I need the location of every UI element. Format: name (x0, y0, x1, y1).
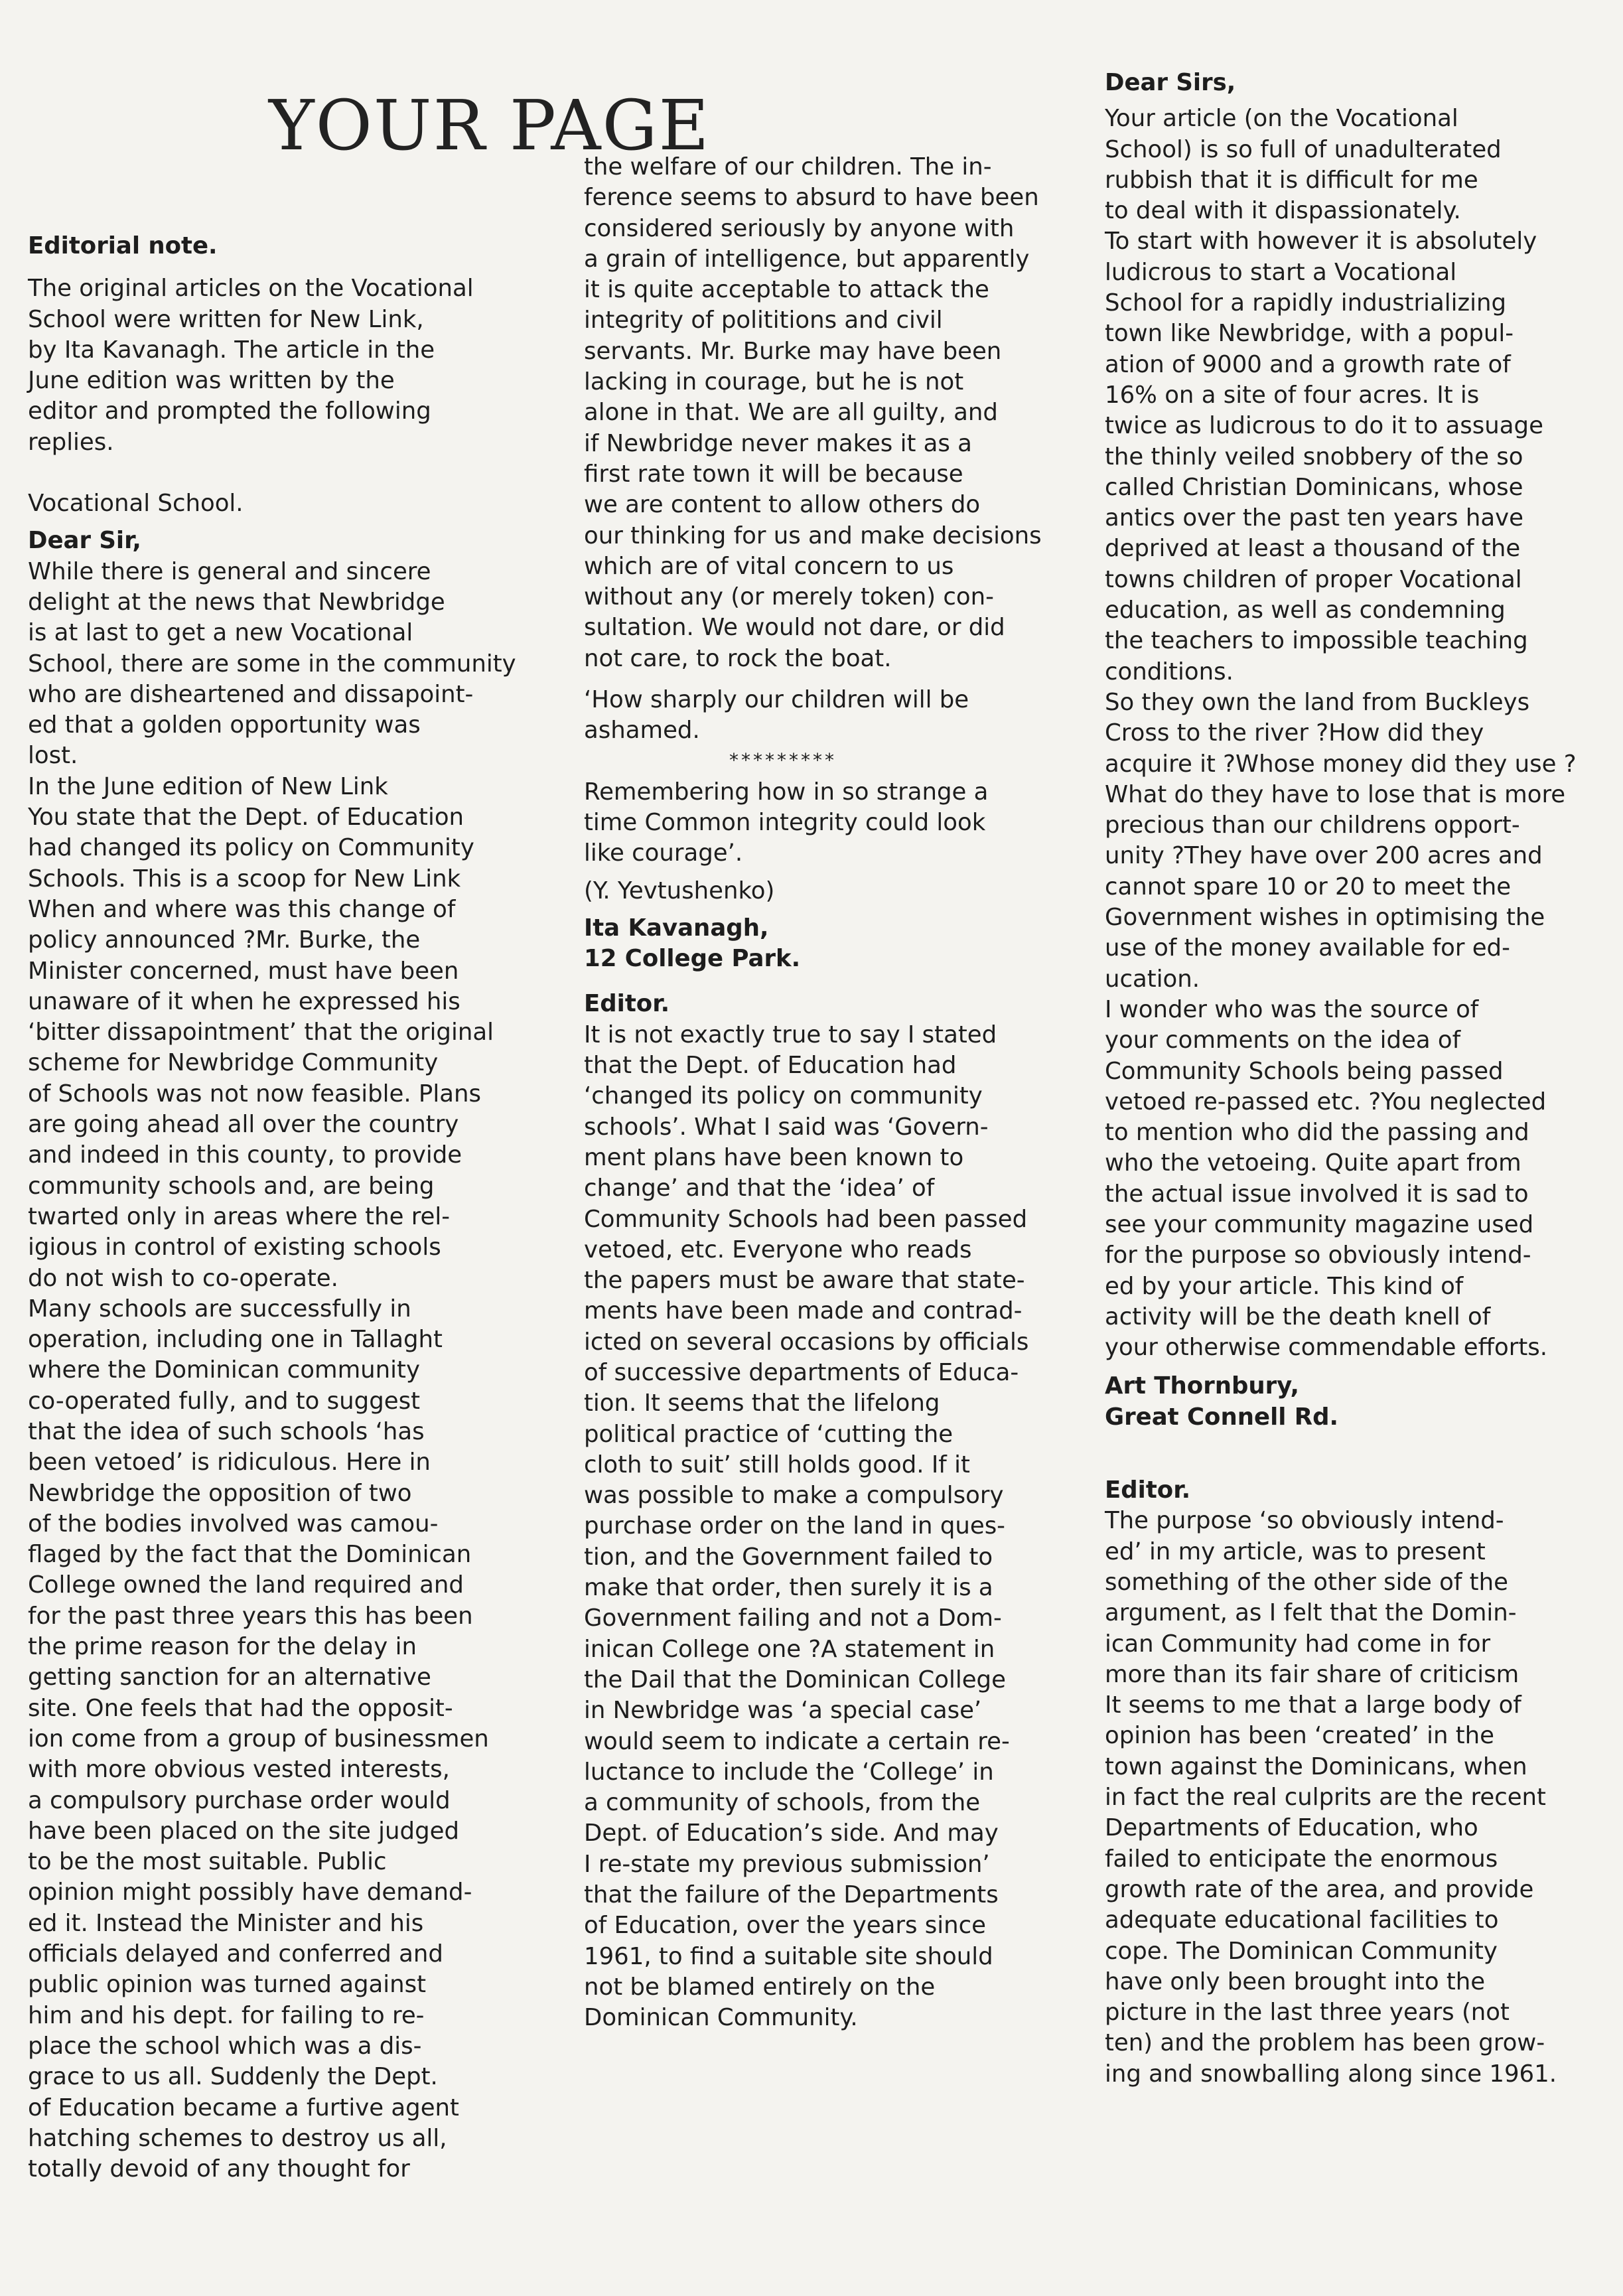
editor-reply-heading: Editor. (584, 990, 670, 1018)
asterisk-divider: ********* (729, 749, 837, 771)
page-title: YOUR PAGE (269, 85, 711, 166)
section-label: Vocational School. (28, 490, 244, 518)
column-left (28, 231, 592, 2185)
editorial-note-heading: Editorial note. (28, 232, 218, 259)
column-middle (584, 152, 1101, 2034)
letter-body: While there is general and sincere delight at the news that Newbridge is at last to get a new Vocational School, there are some in the community who are disheartened and dissapoint- ed that a golden opportunity was lost. In the June edition of New Link You state that the Dept. of Education had changed its policy on Community Schools. This is a scoop for New Link When and where was this change of policy announced ?Mr. Burke, the Minister concerned, must have been unaware of it when he expressed his ‘bitter dissapointment’ that the original scheme for Newbridge Community of Schools was not now feasible. Plans are going ahead all over the country and indeed in this county, to provide community schools and, are being twarted only in areas where the rel- igious in control of existing schools do not wish to co-operate. Many schools are successfully in operation, including one in Tallaght where the Dominican community co-operated fully, and to suggest that the idea of such schools ‘has been vetoed’ is ridiculous. Here in Newbridge the opposition of two of the bodies involved was camou- flaged by the fact that the Dominican College owned the land required and for the past three years this has been the prime reason for the delay in getting sanction for an alternative site. One feels that had the opposit- ion come from a group of businessmen with more obvious vested interests, a compulsory purchase order would have been placed on the site judged to be the most suitable. Public opinion might possibly have demand- ed it. Instead the Minister and his officials delayed and conferred and public opinion was turned against him and his dept. for failing to re- place the school which was a dis- grace to us all. Suddenly the Dept. of Education became a furtive agent hatching schemes to destroy us all, totally devoid of any thought for (28, 557, 516, 2183)
quote-part-two: Remembering how in so strange a time Common integrity could look like courage’. (584, 778, 989, 867)
letter-salutation: Dear Sirs, (1105, 69, 1236, 96)
editor-reply-text: It is not exactly true to say I stated that the Dept. of Education had ‘changed its policy on community schools’. What I said was ‘Govern- ment plans have been known to change’ and that the ‘idea’ of Community Schools had been passed vetoed, etc. Everyone who reads the papers must be aware that state- ments have been made and contrad- icted on several occasions by officials of successive departments of Educa- tion. It seems that the lifelong political practice of ‘cutting the cloth to suit’ still holds good. If it was possible to make a compulsory purchase order on the land in ques- tion, and the Government failed to make that order, then surely it is a Government failing and not a Dom- inican College one ?A statement in the Dail that the Dominican College in Newbridge was ‘a special case’ would seem to indicate a certain re- luctance to include the ‘College’ in a community of schools, from the Dept. of Education’s side. And may I re-state my previous submission’ that the failure of the Departments of Education, over the years since 1961, to find a suitable site should not be blamed entirely on the Dominican Community. (584, 1021, 1029, 2032)
letter-body: Your article (on the Vocational School) is so full of unadulterated rubbish that it is difficult for me to deal with it dispassionately. To start with however it is absolutely ludicrous to start a Vocational School for a rapidly industrializing town like Newbridge, with a popul- ation of 9000 and a growth rate of 16% on a site of four acres. It is twice as ludicrous to do it to assuage the thinly veiled snobbery of the so called Christian Dominicans, whose antics over the past ten years have deprived at least a thousand of the towns children of proper Vocational education, as well as condemning the teachers to impossible teaching conditions. So they own the land from Buckleys Cross to the river ?How did they acquire it ?Whose money did they use ? What do they have to lose that is more precious than our childrens opport- unity ?They have over 200 acres and cannot spare 10 or 20 to meet the Government wishes in optimising the use of the money available for ed- ucation. I wonder who was the source of your comments on the idea of Community Schools being passed vetoed re-passed etc. ?You neglected to mention who did the passing and who the vetoeing. Quite apart from the actual issue involved it is sad to see your community magazine used for the purpose so obviously intend- ed by your article. This kind of activity will be the death knell of your otherwise commendable efforts. (1105, 105, 1577, 1362)
letter-signature: Ita Kavanagh, 12 College Park. (584, 914, 801, 973)
editor-reply-text: The purpose ‘so obviously intend- ed’ in my article, was to present something of the other side of the argument, as I felt that the Domin- ican Community had come in for more than its fair share of criticism It seems to me that a large body of opinion has been ‘created’ in the town against the Dominicans, when in fact the real culprits are the recent Departments of Education, who failed to enticipate the enormous growth rate of the area, and provide adequate educational facilities to cope. The Dominican Community have only been brought into the picture in the last three years (not ten) and the problem has been grow- ing and snowballing along since 1961. (1105, 1507, 1557, 2088)
editor-reply-heading: Editor. (1105, 1476, 1191, 1504)
letter-salutation: Dear Sir, (28, 527, 141, 555)
letter-signature: Art Thornbury, Great Connell Rd. (1105, 1372, 1339, 1431)
editorial-note-text: The original articles on the Vocational School were written for New Link, by Ita Kavanagh. The article in the June edition was written by the editor and prompted the following replies. (28, 275, 474, 456)
quote-attribution: (Y. Yevtushenko) (584, 877, 775, 904)
column-right (1105, 68, 1619, 2090)
letter-continued: the welfare of our children. The in- ference seems to absurd to have been considered seriously by anyone with a grain of intelligence, but apparently it is quite acceptable to attack the integrity of polititions and civil servants. Mr. Burke may have been lacking in courage, but he is not alone in that. We are all guilty, and if Newbridge never makes it as a first rate town it will be because we are content to allow others do our thinking for us and make decisions which are of vital concern to us without any (or merely token) con- sultation. We would not dare, or did not care, to rock the boat. (584, 153, 1042, 672)
quote-part-one: ‘How sharply our children will be ashamed. (584, 686, 969, 745)
